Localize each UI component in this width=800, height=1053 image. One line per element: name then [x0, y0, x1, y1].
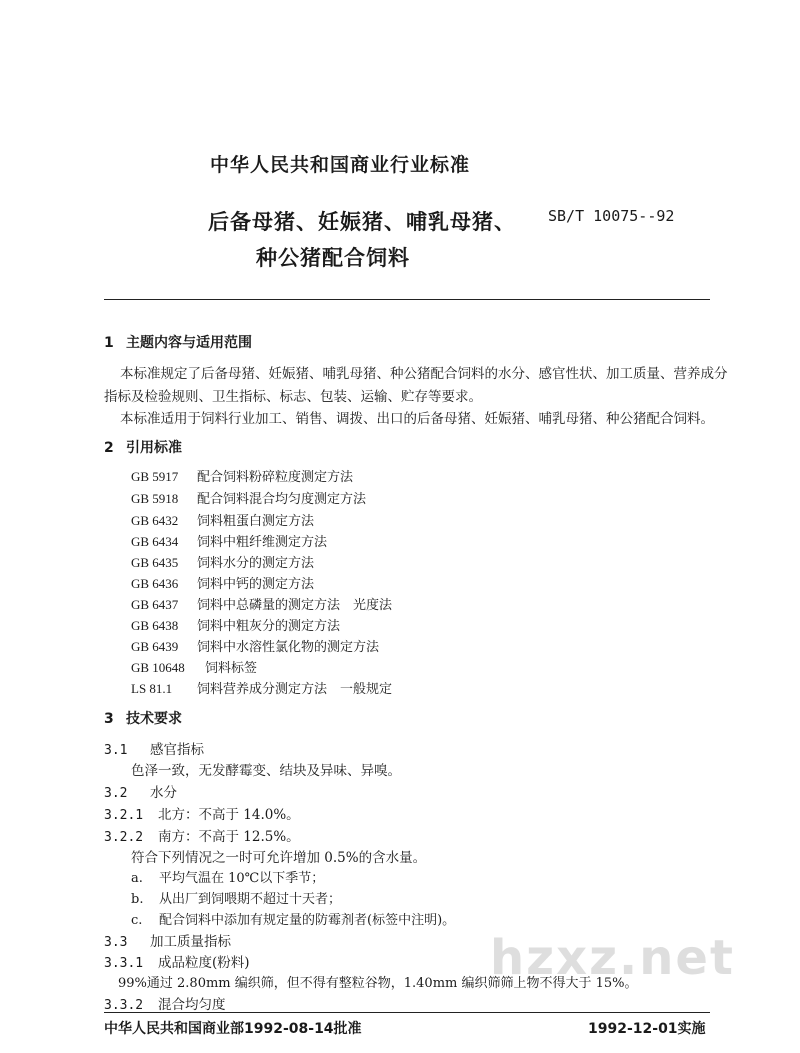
list-text: 从出厂到饲喂期不超过十天者； [159, 892, 342, 907]
clause-number: 3.1 [104, 743, 128, 758]
clause-3-2-2 [104, 825, 300, 845]
reference-item [131, 657, 257, 676]
reference-item [131, 615, 340, 634]
section-title: 主题内容与适用范围 [126, 335, 252, 351]
section-number: 1 [104, 335, 114, 351]
reference-code: GB 6439 [131, 639, 179, 654]
clause-title: 加工质量指标 [150, 934, 231, 950]
reference-title: 饲料中粗纤维测定方法 [197, 535, 328, 550]
reference-title: 饲料中总磷量的测定方法 光度法 [197, 598, 393, 613]
reference-code: GB 5918 [131, 491, 179, 506]
effective-date: 1992-12-01实施 [588, 1021, 706, 1037]
reference-code: GB 6432 [131, 513, 179, 528]
section-3-heading [104, 708, 182, 728]
section-number: 3 [104, 711, 114, 727]
document-title-line-1: 后备母猪、妊娠猪、哺乳母猪、 [208, 210, 516, 234]
list-marker: a. [131, 871, 143, 886]
header-divider [104, 299, 710, 300]
section-title: 引用标准 [126, 440, 182, 456]
footer-divider [104, 1012, 710, 1013]
reference-code: GB 6438 [131, 618, 179, 633]
section-2-heading [104, 437, 182, 457]
section-number: 2 [104, 440, 114, 456]
reference-code: GB 6436 [131, 576, 179, 591]
section-1-para-2: 本标准适用于饲料行业加工、销售、调拨、出口的后备母猪、妊娠猪、哺乳母猪、种公猪配合饲料。 [120, 411, 714, 427]
reference-item [131, 510, 314, 529]
clause-number: 3.2.2 [104, 830, 144, 845]
clause-3-3 [104, 930, 231, 950]
reference-item [131, 552, 314, 571]
clause-3-3-2 [104, 993, 226, 1013]
list-marker: c. [131, 913, 143, 928]
issuing-authority: 中华人民共和国商业行业标准 [210, 154, 471, 176]
clause-text: 南方：不高于 12.5%。 [158, 829, 300, 845]
reference-title: 饲料水分的测定方法 [197, 556, 315, 571]
clause-title: 成品粒度(粉料) [158, 955, 250, 971]
reference-item [131, 531, 327, 550]
reference-title: 配合饲料混合均匀度测定方法 [197, 492, 367, 507]
section-1-para-1-line-2: 指标及检验规则、卫生指标、标志、包装、运输、贮存等要求。 [104, 389, 482, 405]
reference-code: GB 6437 [131, 597, 179, 612]
section-1-para-1-line-1: 本标准规定了后备母猪、妊娠猪、哺乳母猪、种公猪配合饲料的水分、感官性状、加工质量、营养成分 [120, 366, 728, 382]
clause-3-3-1-text: 99%通过 2.80mm 编织筛，但不得有整粒谷物，1.40mm 编织筛筛上物不得大于 15%。 [118, 976, 638, 991]
list-item [131, 909, 455, 928]
reference-item [131, 678, 392, 697]
standard-code: SB/T 10075--92 [548, 207, 675, 225]
clause-3-3-1 [104, 951, 250, 971]
clause-3-1 [104, 738, 204, 758]
reference-code: GB 6434 [131, 534, 179, 549]
clause-3-2 [104, 781, 177, 801]
reference-title: 饲料营养成分测定方法 一般规定 [197, 682, 393, 697]
clause-3-2-1 [104, 803, 300, 823]
list-text: 平均气温在 10℃以下季节； [159, 871, 325, 886]
reference-title: 饲料中粗灰分的测定方法 [197, 619, 341, 634]
reference-code: GB 6435 [131, 555, 179, 570]
clause-title: 感官指标 [150, 742, 204, 758]
clause-title: 混合均匀度 [158, 997, 226, 1013]
clause-3-1-text: 色泽一致，无发酵霉变、结块及异味、异嗅。 [131, 763, 401, 779]
list-item [131, 867, 324, 886]
reference-code: GB 5917 [131, 469, 179, 484]
clause-number: 3.3 [104, 935, 128, 950]
clause-number: 3.2.1 [104, 808, 144, 823]
reference-title: 饲料粗蛋白测定方法 [197, 514, 315, 529]
reference-item [131, 466, 353, 485]
section-1-heading [104, 332, 252, 352]
document-title-line-2: 种公猪配合饲料 [256, 246, 410, 270]
reference-item [131, 594, 392, 613]
reference-title: 饲料标签 [205, 661, 258, 676]
reference-code: GB 10648 [131, 660, 185, 675]
clause-text: 北方：不高于 14.0%。 [158, 807, 300, 823]
reference-item [131, 573, 314, 592]
section-title: 技术要求 [126, 711, 182, 727]
clause-number: 3.3.2 [104, 998, 144, 1013]
clause-number: 3.3.1 [104, 956, 144, 971]
list-marker: b. [131, 892, 144, 907]
reference-code: LS 81.1 [131, 681, 173, 696]
clause-3-2-note: 符合下列情况之一时可允许增加 0.5%的含水量。 [131, 850, 427, 866]
clause-title: 水分 [150, 785, 177, 801]
clause-number: 3.2 [104, 786, 128, 801]
reference-item [131, 636, 379, 655]
reference-item [131, 488, 366, 507]
list-text: 配合饲料中添加有规定量的防霉剂者(标签中注明)。 [159, 913, 456, 928]
approval-line: 中华人民共和国商业部1992-08-14批准 [104, 1021, 362, 1037]
reference-title: 饲料中水溶性氯化物的测定方法 [197, 640, 380, 655]
watermark: hzxz.net [490, 930, 735, 986]
reference-title: 饲料中钙的测定方法 [197, 577, 315, 592]
reference-title: 配合饲料粉碎粒度测定方法 [197, 470, 354, 485]
list-item [131, 888, 341, 907]
